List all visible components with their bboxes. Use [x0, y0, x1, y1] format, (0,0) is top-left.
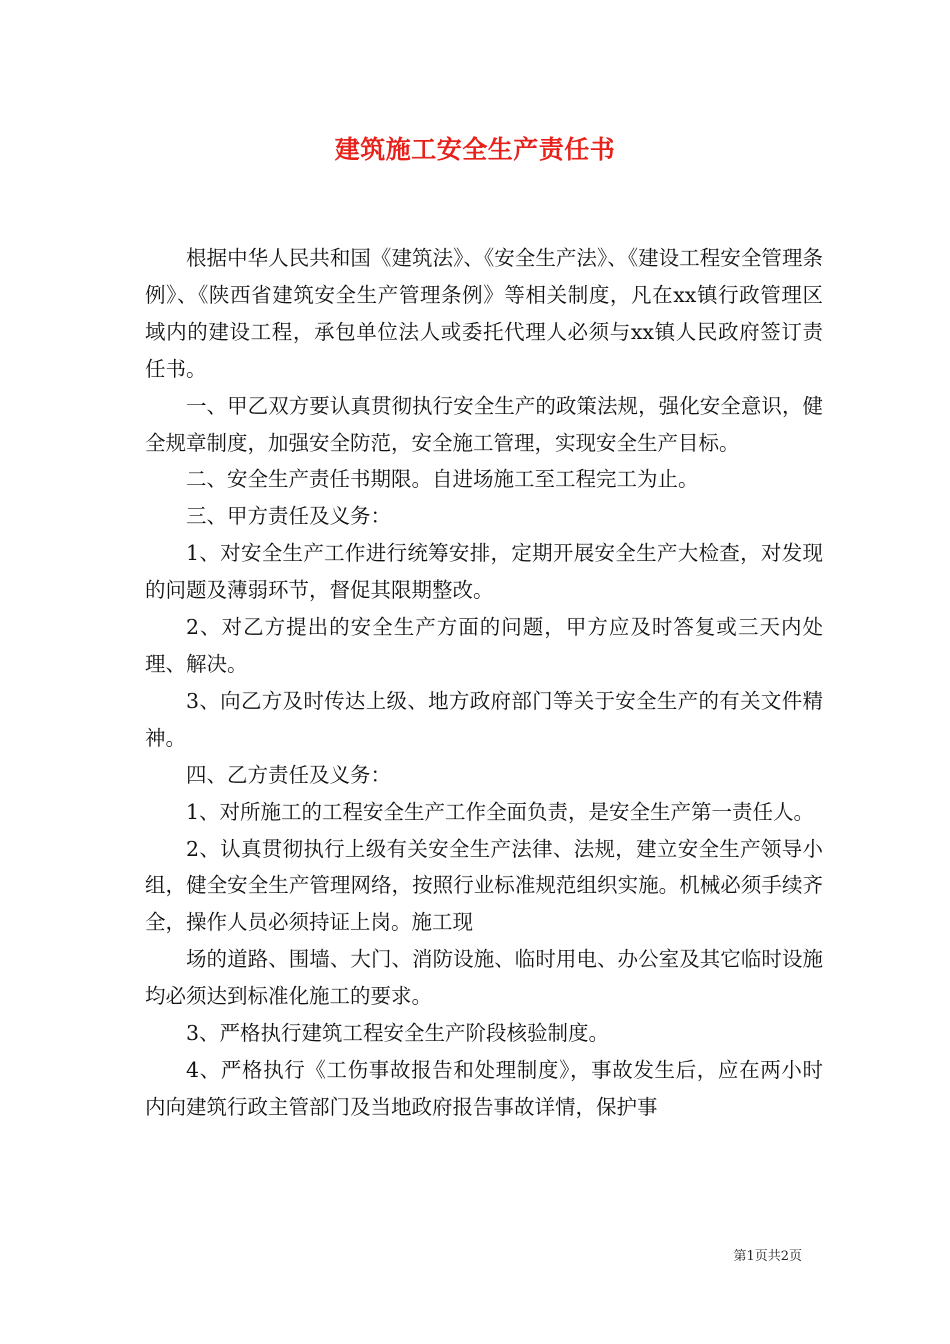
- heading-party-a-duties: 三、甲方责任及义务：: [186, 504, 391, 529]
- document-title: 建筑施工安全生产责任书: [334, 135, 616, 164]
- paragraph-party-b-item-3: 3、严格执行建筑工程安全生产阶段核验制度。: [186, 1021, 610, 1046]
- paragraph-section-1: 一、甲乙双方要认真贯彻执行安全生产的政策法规，强化安全意识，健全规章制度，加强安全防范，安全施工管理，实现安全生产目标。: [145, 393, 823, 455]
- paragraph-party-b-item-4: 4、严格执行《工伤事故报告和处理制度》，事故发生后，应在两小时内向建筑行政主管部门及当地政府报告事故详情，保护事: [145, 1057, 823, 1119]
- document-body: [145, 240, 823, 1126]
- paragraph-party-a-item-3: 3、向乙方及时传达上级、地方政府部门等关于安全生产的有关文件精神。: [145, 688, 823, 750]
- paragraph-party-b-item-2: 2、认真贯彻执行上级有关安全生产法律、法规，建立安全生产领导小组，健全安全生产管理网络，按照行业标准规范组织实施。机械必须手续齐全，操作人员必须持证上岗。施工现: [145, 836, 823, 935]
- paragraph-section-2: 二、安全生产责任书期限。自进场施工至工程完工为止。: [186, 467, 699, 492]
- heading-party-b-duties: 四、乙方责任及义务：: [186, 762, 391, 787]
- paragraph-party-b-item-2-cont: 场的道路、围墙、大门、消防设施、临时用电、办公室及其它临时设施均必须达到标准化施工的要求。: [145, 947, 823, 1009]
- paragraph-party-b-item-1: 1、对所施工的工程安全生产工作全面负责，是安全生产第一责任人。: [186, 799, 815, 824]
- paragraph-party-a-item-2: 2、对乙方提出的安全生产方面的问题，甲方应及时答复或三天内处理、解决。: [145, 615, 823, 676]
- page-number: 第1页共2页: [733, 1249, 802, 1264]
- paragraph-party-a-item-1: 1、对安全生产工作进行统筹安排，定期开展安全生产大检查，对发现的问题及薄弱环节，督促其限期整改。: [145, 541, 823, 603]
- paragraph-intro: 根据中华人民共和国《建筑法》、《安全生产法》、《建设工程安全管理条例》、《陕西省建筑安全生产管理条例》等相关制度，凡在xx镇行政管理区域内的建设工程，承包单位法人或委托代理人必须与xx镇人民政府签订责任书。: [145, 246, 823, 381]
